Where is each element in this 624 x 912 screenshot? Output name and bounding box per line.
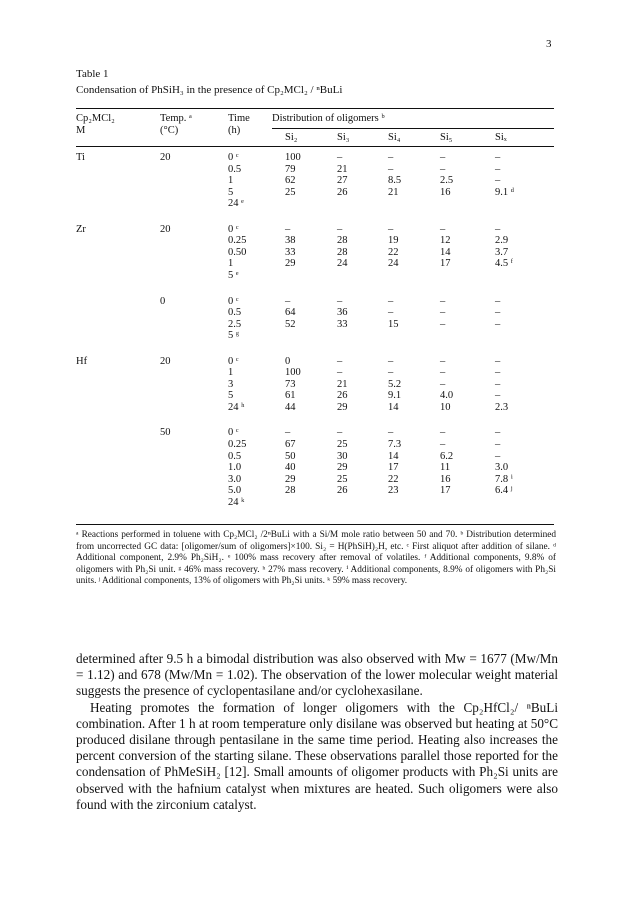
cell-si5: – — [440, 307, 446, 319]
cell-si2: 29 — [285, 258, 296, 270]
cell-si4: 9.1 — [388, 390, 402, 402]
cell-six: 3.7 — [495, 246, 509, 258]
cell-time: 2.5 — [228, 318, 242, 330]
cell-six: 9.1 ᵈ — [495, 186, 515, 198]
cell-si4: – — [388, 367, 394, 379]
cell-si5: 12 — [440, 235, 451, 247]
cell-si3: – — [337, 295, 343, 307]
cell-si2: 40 — [285, 462, 296, 474]
cell-si5: – — [440, 439, 446, 450]
cell-si3: – — [337, 223, 343, 235]
cell-si3: 25 — [337, 439, 348, 450]
header-si3: Si₃ — [337, 132, 350, 143]
cell-si2: 64 — [285, 307, 296, 319]
cell-si5: – — [440, 318, 446, 330]
cell-si4: 7.3 — [388, 439, 402, 450]
cell-time: 1 — [228, 367, 234, 379]
cell-si5: 16 — [440, 473, 451, 485]
cell-si2: 100 — [285, 152, 301, 163]
cell-si2: 73 — [285, 378, 296, 390]
header-distribution: Distribution of oligomers ᵇ — [272, 113, 385, 124]
cell-si4: – — [388, 295, 394, 307]
cell-si5: – — [440, 367, 446, 379]
cell-time: 0.5 — [228, 163, 242, 175]
table-top-rule — [76, 108, 554, 109]
cell-si5: – — [440, 163, 446, 175]
table-footnotes — [76, 530, 556, 588]
cell-time: 3.0 — [228, 473, 242, 485]
cell-six: – — [495, 295, 501, 307]
header-si5: Si₅ — [440, 132, 453, 143]
cell-si5: – — [440, 427, 446, 439]
cell-time: 0.5 — [228, 450, 242, 462]
cell-si3: 30 — [337, 450, 348, 462]
cell-six: – — [495, 223, 501, 235]
cell-si3: – — [337, 355, 343, 367]
cell-time: 5 ᵍ — [228, 330, 240, 342]
cell-si2: 0 — [285, 355, 291, 367]
cell-si3: 29 — [337, 401, 348, 413]
cell-six: 6.4 ʲ — [495, 485, 513, 497]
cell-si2: 29 — [285, 473, 296, 485]
page-number: 3 — [546, 38, 552, 50]
cell-six: – — [495, 439, 501, 450]
cell-si2: – — [285, 295, 291, 307]
cell-si5: 17 — [440, 258, 451, 270]
cell-si3: 26 — [337, 390, 348, 402]
header-time: Time — [228, 113, 250, 124]
cell-si4: – — [388, 307, 394, 319]
cell-si4: 19 — [388, 235, 399, 247]
body-text — [76, 651, 558, 813]
cell-six: 4.5 ᶠ — [495, 258, 513, 270]
footnote-text: ᵃ Reactions performed in toluene with Cp₂MCl₂ /2ⁿBuLi with a Si/M mole ratio between 50 and 70. ᵇ Distribution determined from uncorrected GC data: [oligomer/sum of oligomers]×100. Si₂ = H(PhSiH)₂H, etc. ᶜ First aliquot after addition of silane. ᵈ Additional component, 2.9% Ph₂SiH₂. ᵉ 100% mass recovery after removal of volatiles. ᶠ Additional components, 9.8% of oligomers with Ph₂Si unit. ᵍ 46% mass recovery. ʰ 27% mass recovery. ⁱ Additional components, 8.9% of oligomers with Ph₂Si units. ʲ Additional components, 13% of oligomers with Ph₂Si units. ᵏ 59% mass recovery. — [76, 530, 556, 586]
cell-si2: – — [285, 427, 291, 439]
cell-six: – — [495, 427, 501, 439]
cell-si2: 50 — [285, 450, 296, 462]
header-si4: Si₄ — [388, 132, 401, 143]
distribution-underline — [272, 128, 554, 129]
cell-time: 0.50 — [228, 246, 247, 258]
cell-si2: 61 — [285, 390, 296, 402]
cell-si2: 44 — [285, 401, 296, 413]
cell-si2: 67 — [285, 439, 296, 450]
cell-si3: 24 — [337, 258, 348, 270]
cell-time: 0 ᶜ — [228, 295, 239, 307]
cell-si4: 5.2 — [388, 378, 402, 390]
header-si2: Si₂ — [285, 132, 298, 143]
cell-si5: 17 — [440, 485, 451, 497]
cell-si4: – — [388, 355, 394, 367]
cell-si2: 79 — [285, 163, 296, 175]
cell-si3: 26 — [337, 485, 348, 497]
cell-six: – — [495, 318, 501, 330]
cell-si4: 21 — [388, 186, 399, 198]
cell-si4: 17 — [388, 462, 399, 474]
body-paragraph-2: Heating promotes the formation of longer oligomers with the Cp₂HfCl₂/ ⁿBuLi combination. After 1 h at room temperature only disilane was observed but heating at 50°C produced disilane through pentasilane in the same time period. Heating also increases the percent conversion of the starting silane. These observations parallel those reported for the condensation of PhMeSiH₂ [12]. Small amounts of oligomer products with Ph₂Si units are observed with the hafnium catalyst when mixtures are heated. Such oligomers were also found with the zirconium catalyst. — [76, 699, 558, 812]
cell-time: 0.5 — [228, 307, 242, 319]
cell-si2: 38 — [285, 235, 296, 247]
header-temp-unit: (°C) — [160, 125, 179, 136]
header-time-unit: (h) — [228, 125, 241, 136]
cell-si5: 10 — [440, 401, 451, 413]
cell-six: – — [495, 163, 501, 175]
cell-si5: 14 — [440, 246, 451, 258]
cell-time: 24 ᵉ — [228, 198, 244, 210]
header-temp: Temp. ᵃ — [160, 113, 192, 124]
cell-si5: 2.5 — [440, 175, 454, 187]
cell-six: 7.8 ⁱ — [495, 473, 513, 485]
cell-time: 5 ᵉ — [228, 269, 239, 281]
header-six: Siₓ — [495, 132, 507, 143]
cell-time: 24 ʰ — [228, 401, 245, 413]
cell-si5: – — [440, 152, 446, 163]
cell-six: – — [495, 450, 501, 462]
cell-time: 1 — [228, 258, 234, 270]
cell-si3: – — [337, 367, 343, 379]
cell-si3: 26 — [337, 186, 348, 198]
cell-si4: – — [388, 163, 394, 175]
cell-t: 20 — [160, 152, 171, 163]
cell-six: 2.9 — [495, 235, 509, 247]
cell-si3: 36 — [337, 307, 348, 319]
cell-si5: 4.0 — [440, 390, 454, 402]
table-bottom-rule — [76, 524, 554, 525]
cell-si2: – — [285, 223, 291, 235]
cell-time: 5.0 — [228, 485, 242, 497]
cell-time: 3 — [228, 378, 234, 390]
cell-six: – — [495, 307, 501, 319]
cell-time: 5 — [228, 390, 234, 402]
cell-time: 1 — [228, 175, 234, 187]
cell-si3: 21 — [337, 163, 348, 175]
cell-time: 0 ᶜ — [228, 152, 239, 163]
cell-si4: 14 — [388, 401, 399, 413]
cell-si2: 52 — [285, 318, 296, 330]
cell-time: 0.25 — [228, 235, 247, 247]
cell-time: 5 — [228, 186, 234, 198]
cell-si3: 29 — [337, 462, 348, 474]
cell-si4: 23 — [388, 485, 399, 497]
cell-time: 0 ᶜ — [228, 355, 239, 367]
cell-m: Ti — [76, 152, 85, 163]
cell-time: 24 ᵏ — [228, 496, 245, 508]
header-rule — [76, 146, 554, 147]
cell-si3: 21 — [337, 378, 348, 390]
cell-si4: 22 — [388, 473, 399, 485]
cell-si5: – — [440, 223, 446, 235]
cell-t: 0 — [160, 295, 166, 307]
cell-si5: 11 — [440, 462, 451, 474]
cell-t: 20 — [160, 223, 171, 235]
cell-six: – — [495, 367, 501, 379]
cell-si2: 100 — [285, 367, 301, 379]
table-caption: Condensation of PhSiH₃ in the presence of Cp₂MCl₂ / ⁿBuLi — [76, 84, 343, 96]
cell-si3: 33 — [337, 318, 348, 330]
cell-six: – — [495, 355, 501, 367]
cell-si4: 8.5 — [388, 175, 402, 187]
cell-six: – — [495, 175, 501, 187]
cell-six: – — [495, 152, 501, 163]
cell-si5: 6.2 — [440, 450, 454, 462]
cell-si4: 22 — [388, 246, 399, 258]
cell-si2: 25 — [285, 186, 296, 198]
cell-si2: 62 — [285, 175, 296, 187]
cell-si4: – — [388, 152, 394, 163]
cell-si3: 28 — [337, 235, 348, 247]
cell-si5: – — [440, 295, 446, 307]
cell-si4: – — [388, 223, 394, 235]
cell-si4: 15 — [388, 318, 399, 330]
cell-si4: 24 — [388, 258, 399, 270]
cell-si2: 33 — [285, 246, 296, 258]
table-label: Table 1 — [76, 68, 109, 80]
cell-si2: 28 — [285, 485, 296, 497]
cell-m: Zr — [76, 223, 86, 235]
cell-time: 0 ᶜ — [228, 427, 239, 439]
cell-si5: – — [440, 378, 446, 390]
cell-si4: – — [388, 427, 394, 439]
cell-time: 1.0 — [228, 462, 242, 474]
header-metal: M — [76, 125, 86, 136]
cell-six: 2.3 — [495, 401, 509, 413]
cell-si3: 28 — [337, 246, 348, 258]
cell-six: 3.0 — [495, 462, 509, 474]
cell-m: Hf — [76, 355, 88, 367]
cell-t: 20 — [160, 355, 171, 367]
cell-six: – — [495, 378, 501, 390]
cell-si3: 25 — [337, 473, 348, 485]
cell-si4: 14 — [388, 450, 399, 462]
cell-si5: 16 — [440, 186, 451, 198]
header-catalyst: Cp₂MCl₂ — [76, 113, 115, 124]
body-paragraph-1: determined after 9.5 h a bimodal distribution was also observed with Mw = 1677 (Mw/Mn = 1.12) and 678 (Mw/Mn = 1.02). The observation of the lower molecular weight material suggests the presence of cyclopentasilane and/or cyclohexasilane. — [76, 651, 558, 699]
cell-si3: – — [337, 152, 343, 163]
cell-si5: – — [440, 355, 446, 367]
cell-six: – — [495, 390, 501, 402]
cell-si3: 27 — [337, 175, 348, 187]
cell-t: 50 — [160, 427, 171, 439]
cell-time: 0.25 — [228, 439, 247, 450]
cell-si3: – — [337, 427, 343, 439]
cell-time: 0 ᶜ — [228, 223, 239, 235]
